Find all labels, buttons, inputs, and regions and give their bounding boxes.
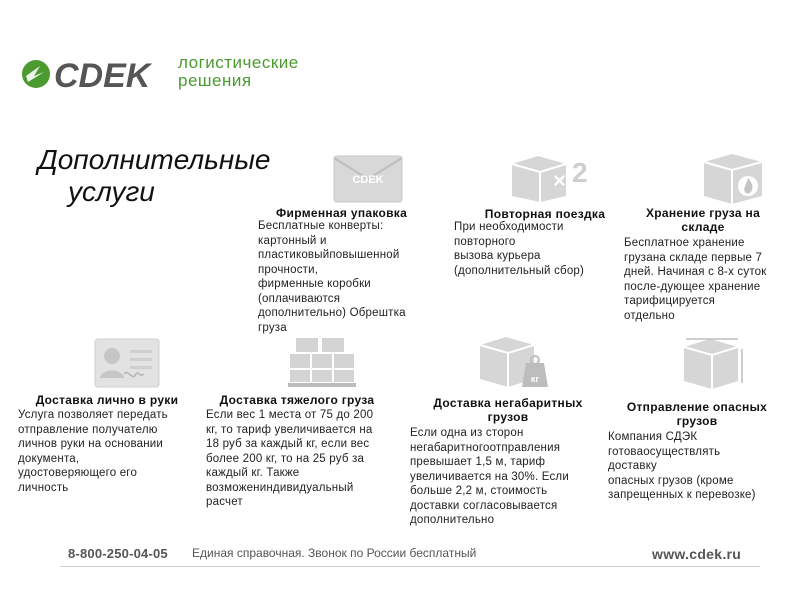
title-line1: Дополнительные [38, 144, 271, 175]
desc-line: грузана складе первые 7 [624, 251, 763, 264]
footer-url[interactable]: www.cdek.ru [652, 546, 742, 562]
branded-packaging-title: Фирменная упаковка [276, 206, 408, 220]
desc-line: (оплачиваются [258, 292, 341, 305]
desc-line: личнов руки на основании [18, 438, 164, 450]
oversized-cargo-desc [410, 426, 595, 528]
desc-line: Бесплатное хранение [624, 237, 745, 249]
desc-line: увеличивается на 30%. Если [410, 470, 569, 483]
desc-line: 18 руб за каждый кг, если вес [206, 438, 370, 450]
brand-wordmark: CDEK [54, 57, 151, 95]
page-title [38, 144, 338, 208]
desc-line: Услуга позволяет передать [18, 409, 168, 421]
desc-line: груза [258, 321, 287, 334]
warehouse-storage-title [628, 206, 778, 234]
desc-line: При необходимости [454, 221, 564, 233]
desc-line: дней. Начиная с 8-х суток [624, 266, 767, 278]
desc-line: после-дующее хранение [624, 280, 761, 293]
repeat-label: × [553, 168, 566, 193]
tagline-line1: логистические [178, 53, 299, 72]
footer-phone: 8-800-250-04-05 [68, 546, 168, 561]
desc-line: повторного [454, 235, 516, 248]
box-weight-icon [478, 333, 550, 389]
cdek-logo-mark [18, 52, 178, 98]
desc-line: доставку [608, 460, 658, 472]
desc-line: отдельно [624, 309, 675, 322]
desc-line: (дополнительный сбор) [454, 264, 585, 277]
repeat-trip-desc [454, 220, 624, 278]
title-line: складе [681, 220, 725, 234]
title-line: Хранение груза на [645, 206, 761, 220]
title-line: Отправление опасных [626, 400, 768, 414]
footer-note: Единая справочная. Звонок по России бесплатный [192, 546, 477, 560]
desc-line: Если одна из сторон [410, 427, 524, 439]
desc-line: тарифицируется [624, 295, 716, 307]
desc-line: возможениндивидуальный [206, 481, 354, 494]
footer-divider [60, 566, 760, 567]
personal-delivery-desc [18, 408, 203, 495]
envelope-label: CDEK [352, 174, 384, 186]
weight-label: кг [530, 374, 540, 384]
heavy-cargo-desc [206, 408, 396, 510]
envelope-icon [333, 155, 403, 203]
title-line: грузов [676, 414, 718, 428]
desc-line: удостоверяющего его [18, 467, 138, 479]
desc-line: прочности, [258, 263, 319, 276]
box-dimensions-icon [680, 333, 744, 389]
dangerous-goods-desc [608, 430, 788, 503]
desc-line: отправление получателю [18, 423, 158, 436]
desc-line: документа, [18, 452, 80, 465]
desc-line: запрещенных к перевозке) [608, 489, 756, 501]
desc-line: Компания СДЭК [608, 431, 698, 443]
repeat-trip-title: Повторная поездка [484, 207, 606, 221]
desc-line: дополнительно) Обрештка [258, 307, 406, 319]
logo-tagline [178, 54, 299, 90]
desc-line: доставки согласовывается [410, 499, 558, 512]
desc-line: превышает 1,5 м, тариф [410, 456, 546, 468]
desc-line: готоваосуществлять [608, 445, 721, 458]
title-line: грузов [487, 410, 529, 424]
box-fire-icon [702, 150, 764, 204]
desc-line: дополнительно [410, 514, 495, 526]
pallet-boxes-icon [286, 336, 358, 388]
id-card-icon [94, 338, 160, 388]
desc-line: негабаритногоотправления [410, 441, 561, 454]
desc-line: опасных грузов (кроме [608, 474, 734, 487]
desc-line: фирменные коробки [258, 278, 371, 290]
desc-line: вызова курьера [454, 250, 541, 262]
desc-line: картонный и [258, 234, 327, 247]
tagline-line2: решения [178, 71, 252, 90]
personal-delivery-title: Доставка лично в руки [35, 393, 179, 407]
desc-line: Бесплатные конверты: [258, 220, 384, 232]
repeat-count: 2 [572, 157, 588, 188]
warehouse-storage-desc [624, 236, 794, 323]
desc-line: более 200 кг, то на 25 руб за [206, 452, 365, 465]
desc-line: расчет [206, 496, 243, 508]
branded-packaging-desc [258, 219, 433, 335]
title-line: Доставка негабаритных [433, 396, 583, 410]
desc-line: личность [18, 481, 69, 494]
title-line2: услуги [68, 176, 155, 207]
desc-line: пластиковыйповышенной [258, 249, 400, 261]
desc-line: каждый кг. Также [206, 467, 300, 479]
desc-line: больше 2,2 м, стоимость [410, 485, 548, 497]
oversized-cargo-title [418, 396, 598, 424]
box-repeat-icon [508, 150, 593, 202]
dangerous-goods-title [612, 400, 782, 428]
heavy-cargo-title: Доставка тяжелого груза [219, 393, 375, 407]
desc-line: Если вес 1 места от 75 до 200 [206, 409, 374, 421]
desc-line: кг, то тариф увеличивается на [206, 423, 373, 436]
